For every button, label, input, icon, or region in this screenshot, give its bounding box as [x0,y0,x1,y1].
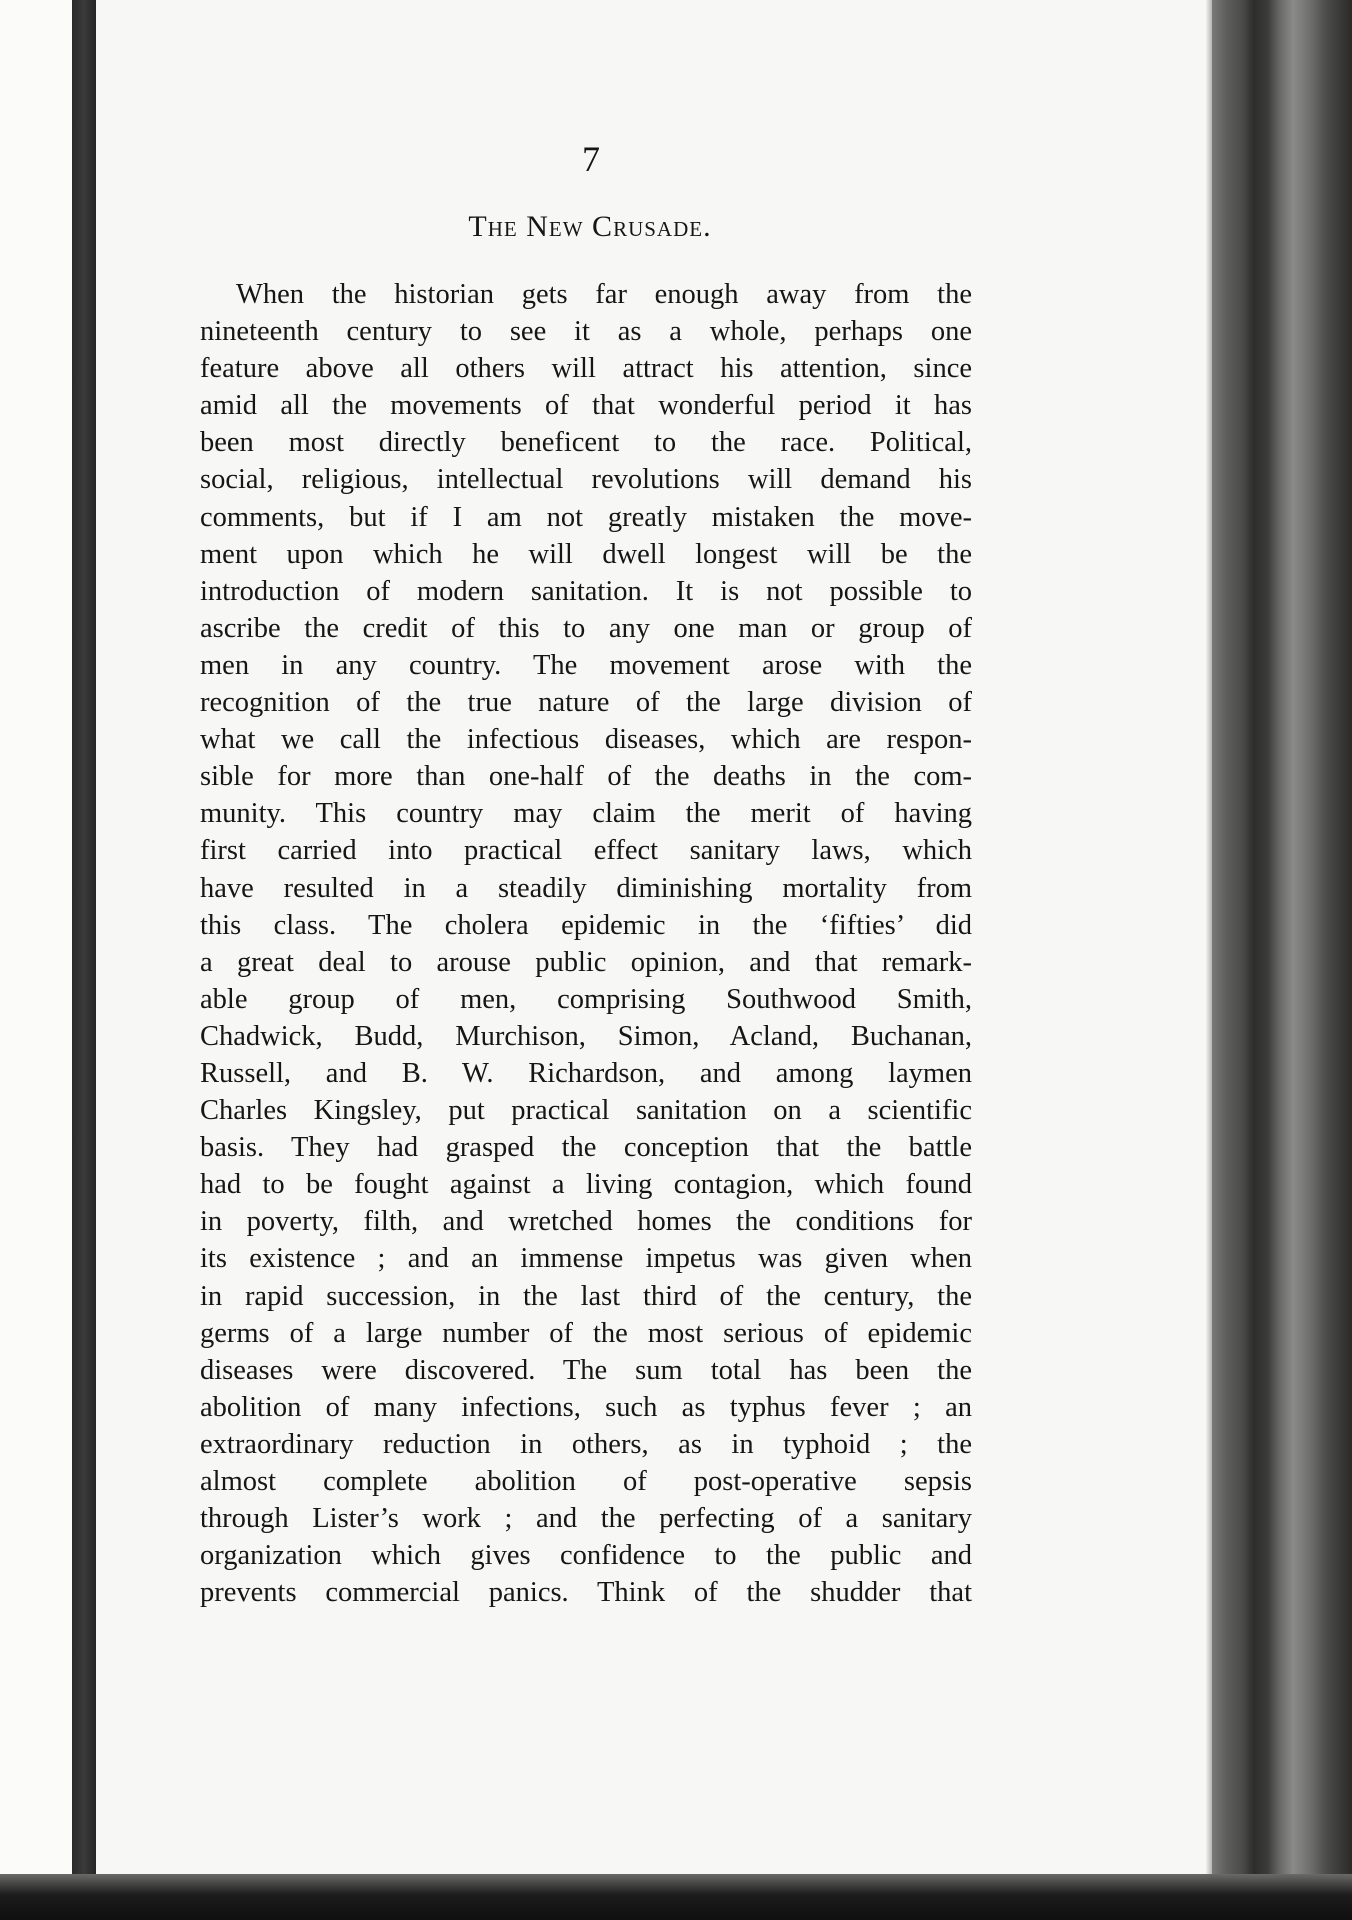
text-line: sible for more than one-half of the deaths in the com- [200,761,972,793]
text-line: this class. The cholera epidemic in the ‘fifties’ did [200,909,972,941]
text-line: When the historian gets far enough away from the [236,279,972,310]
text-line: men in any country. The movement arose with the [200,649,972,681]
text-line: germs of a large number of the most serious of epidemic [200,1317,972,1349]
text-line: diseases were discovered. The sum total has been the [200,1354,972,1386]
text-line: been most directly beneficent to the race. Political, [200,427,972,459]
text-line: Russell, and B. W. Richardson, and among laymen [200,1057,972,1089]
text-line: extraordinary reduction in others, as in typhoid ; the [200,1428,972,1460]
text-line: through Lister’s work ; and the perfecting of a sanitary [200,1503,972,1535]
text-line: had to be fought against a living contagion, which found [200,1169,972,1201]
text-line: introduction of modern sanitation. It is not possible to [200,575,972,607]
text-line: ment upon which he will dwell longest will be the [200,538,972,570]
text-line: almost complete abolition of post-operative sepsis [200,1466,972,1497]
page-number: 7 [582,139,600,179]
book-cover-edge [1212,0,1352,1920]
text-line: basis. They had grasped the conception that the battle [200,1132,972,1164]
text-line: its existence ; and an immense impetus was given when [200,1243,972,1275]
scan-bottom-shadow [0,1874,1352,1920]
text-line: comments, but if I am not greatly mistaken the move- [200,501,972,533]
chapter-title: The New Crusade. [468,210,712,243]
text-line: in rapid succession, in the last third of the century, the [200,1280,972,1312]
text-line: ascribe the credit of this to any one man or group of [200,612,972,644]
text-line: Charles Kingsley, put practical sanitation on a scientific [200,1095,972,1127]
facing-page-edge [0,0,72,1920]
text-line: a great deal to arouse public opinion, and that remark- [200,946,972,978]
text-line: organization which gives confidence to the public and [200,1540,972,1572]
text-line: recognition of the true nature of the large division of [200,687,972,719]
text-line: first carried into practical effect sanitary laws, which [200,835,972,867]
book-gutter [72,0,96,1920]
text-line: Chadwick, Budd, Murchison, Simon, Acland, Buchanan, [200,1020,972,1052]
text-line: abolition of many infections, such as typhus fever ; an [200,1391,972,1423]
text-line: have resulted in a steadily diminishing mortality from [200,872,972,904]
text-line: amid all the movements of that wonderful period it has [200,390,972,422]
text-line: able group of men, comprising Southwood Smith, [200,983,972,1015]
text-line: what we call the infectious diseases, which are respon- [200,724,972,756]
text-line: nineteenth century to see it as a whole, perhaps one [200,316,972,348]
text-line: in poverty, filth, and wretched homes the conditions for [200,1206,972,1238]
text-line: feature above all others will attract his attention, since [200,353,972,385]
text-line: social, religious, intellectual revolutions will demand his [200,464,972,496]
body-text [200,276,972,1611]
text-line: prevents commercial panics. Think of the shudder that [200,1577,972,1609]
text-line: munity. This country may claim the merit of having [200,798,972,830]
